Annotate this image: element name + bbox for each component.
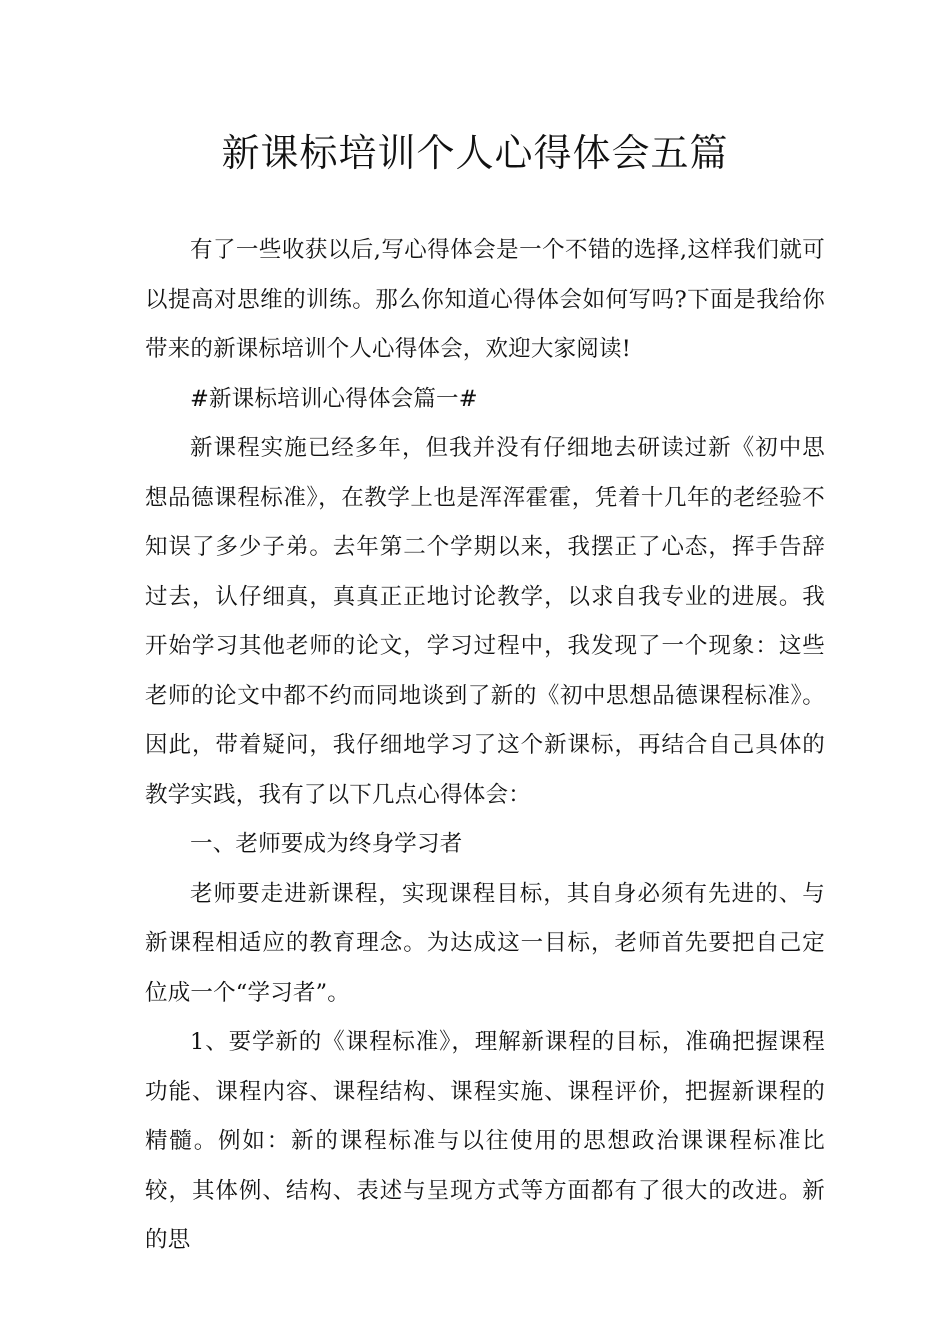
body-paragraph: 老师要走进新课程，实现课程目标，其自身必须有先进的、与新课程相适应的教育理念。为达成这一目标，老师首先要把自己定位成一个“学习者”。 xyxy=(145,880,825,1006)
intro-paragraph: 有了一些收获以后,写心得体会是一个不错的选择,这样我们就可以提高对思维的训练。那么你知道心得体会如何写吗?下面是我给你带来的新课标培训个人心得体会，欢迎大家阅读! xyxy=(145,237,825,362)
body-paragraph: 1、要学新的《课程标准》，理解新课程的目标，准确把握课程功能、课程内容、课程结构、课程实施、课程评价，把握新课程的精髓。例如：新的课程标准与以往使用的思想政治课课程标准比较，其体例、结构、表述与呈现方式等方面都有了很大的改进。新的思 xyxy=(145,1029,825,1253)
document-body xyxy=(145,226,825,1266)
section-heading: #新课标培训心得体会篇一# xyxy=(190,385,478,412)
body-paragraph: 新课程实施已经多年，但我并没有仔细地去研读过新《初中思想品德课程标准》，在教学上也是浑浑霍霍，凭着十几年的老经验不知误了多少子弟。去年第二个学期以来，我摆正了心态，挥手告辞过去，认仔细真，真真正正地讨论教学，以求自我专业的进展。我开始学习其他老师的论文，学习过程中，我发现了一个现象：这些老师的论文中都不约而同地谈到了新的《初中思想品德课程标准》。因此，带着疑问，我仔细地学习了这个新课标，再结合自己具体的教学实践，我有了以下几点心得体会： xyxy=(145,435,825,808)
subsection-heading: 一、老师要成为终身学习者 xyxy=(190,831,463,857)
document-title: 新课标培训个人心得体会五篇 xyxy=(221,131,729,175)
